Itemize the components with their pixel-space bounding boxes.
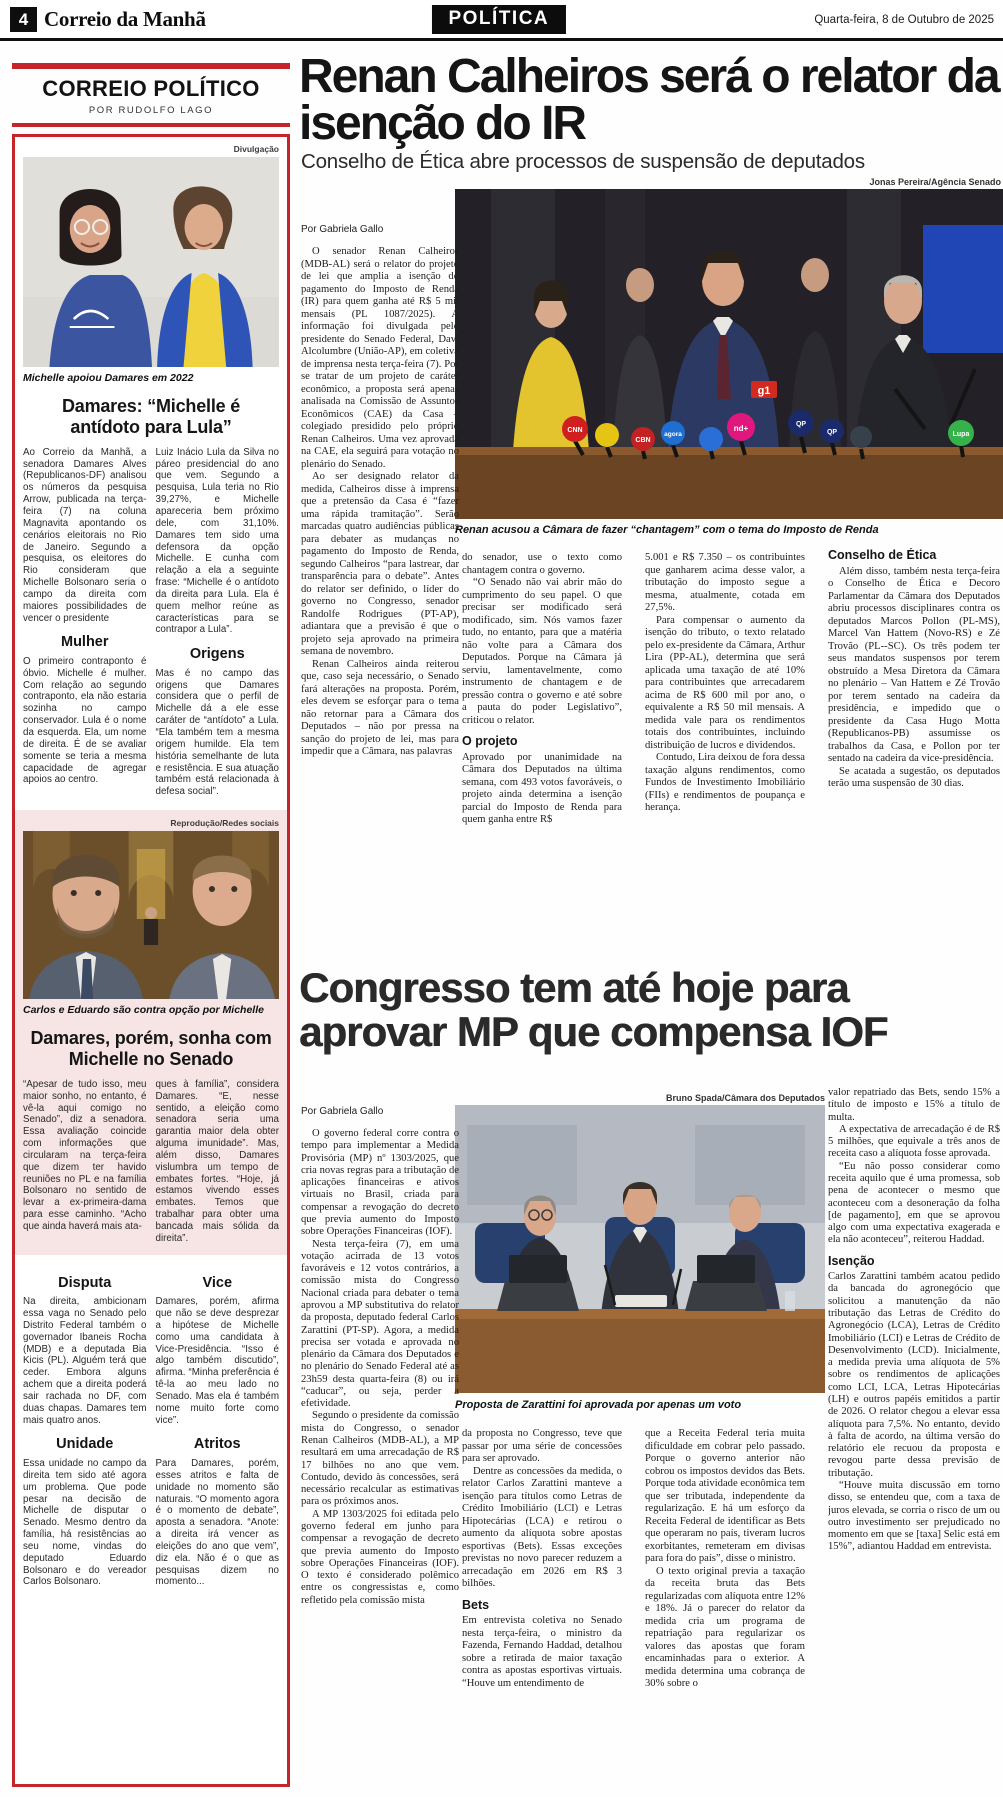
column-red-box (12, 134, 290, 1787)
paragraph: O senador Renan Calheiros (MDB-AL) será o relator do projeto de lei que amplia a isenção do pagamento do Imposto de Renda (IR) para quem ganha até R$ 5 mil mensais (PL 1087/2025). A informação foi divulgada pelo presidente do Senado Federal, Davi Alcolumbre (União-AP), em coletiva de imprensa nesta terça-feira (7). Por se tratar de um projeto de caráter econômico, a proposta será apenas analisada na Comissão de Assuntos Econômicos (CAE) da Casa – colegiado presidido pelo próprio Renan Calheiros. Uma vez aprovada na CAE, ela seguirá para votação no plenário do Senado. (301, 246, 459, 470)
mic-logo-cnn: CNN (567, 427, 583, 434)
article1-photo-credit: Jonas Pereira/Agência Senado (869, 177, 1001, 187)
mic-logo-lupa: Lupa (952, 431, 970, 438)
paragraph: valor repatriado das Bets, sendo 15% a título de imposto e 15% a título de multa. (828, 1087, 1000, 1123)
mic-logo-nd: nd+ (733, 424, 749, 433)
paragraph: Ao Correio da Manhã, a senadora Damares Alves (Republicanos-DF) analisou os números da pesquisa Arrow, publicada na terça-feira (7) na coluna Magnavita apontando os cenários eleitorais no Rio de Janeiro. Segundo a pesquisa, os eleitores do Rio consideram que Michelle Bolsonaro seria o campo da direita com maiores possibilidades de vencer o presidente (23, 446, 147, 624)
correio-politico-column (12, 63, 290, 1787)
paragraph: Dentre as concessões da medida, o relator Carlos Zarattini manteve a isenção para títulos como Letras de Crédito Imobiliário (LCI) e Letras Hipotecárias (LCA) e retirou o aumento da alíquota sobre apostas esportivas (Bets). Essas exceções previstas no novo parecer reduzem a arrecadação em 2026 em R$ 3 bilhões. (462, 1465, 622, 1589)
paragraph: Damares, porém, afirma que não se deve desprezar a hipótese de Michelle como uma candidata à Vice-Presidência. “Isso é algo também discutido”, afirma. “Minha preferência é tê-la ao meu lado no Senado. Mas ela é também nome muito forte como vice”. (155, 1296, 279, 1426)
paragraph: Em entrevista coletiva no Senado nesta terça-feira, o ministro da Fazenda, Fernando Haddad, detalhou sobre a retirada de maior taxação contra as apostas esportivas virtuais. “Houve um entendimento de (462, 1615, 622, 1689)
photo-zarattini-committee (455, 1105, 825, 1393)
story2-pink-panel (15, 810, 287, 1255)
paragraph: “Apesar de tudo isso, meu maior sonho, no entanto, é vê-la aqui comigo no Senado”, diz a senadora. Essa avaliação coincide com informações que circularam na terça-feira que dizem ter havido reuniões no PL e na família Bolsonaro no sentido de levar a ex-primeira-dama para esse caminho. “Acho que ainda haverá mais ata- (23, 1078, 147, 1232)
article1-col2 (462, 552, 622, 958)
bottom-col1 (23, 1265, 147, 1589)
article2-byline: Por Gabriela Gallo (301, 1106, 384, 1117)
paragraph: O texto original previa a taxação da receita bruta das Bets regularizadas com alíquota entre 12% e 18%. Já o parecer do relator da medida cria um programa de repatriação para regularizar os valores das apostas que foram encaminhadas para o exterior. A medida determina uma cobrança de 30% sobre o (645, 1565, 805, 1689)
paragraph: A expectativa de arrecadação é de R$ 5 milhões, que equivale a três anos de receita caso a alíquota fosse aprovada. (828, 1123, 1000, 1160)
article2-photo-credit: Bruno Spada/Câmara dos Deputados (665, 1093, 825, 1103)
story2-columns (23, 1079, 279, 1245)
paragraph: O governo federal corre contra o tempo para implementar a Medida Provisória (MP) nº 1303/2025, que cria novas regras para a tributação de aplicações financeiras e ativos virtuais no Brasil, criada para compensar a revogação do decreto que previa aumento do Imposto sobre Operações Financeiras (IOF). (301, 1128, 459, 1238)
bottom-col2 (156, 1265, 280, 1589)
article1-byline: Por Gabriela Gallo (301, 224, 384, 235)
article1-photo-caption: Renan acusou a Câmara de fazer “chantagem” com o tema do Imposto de Renda (455, 524, 879, 536)
section-title-disputa: Disputa (58, 1274, 112, 1291)
paragraph: Se acatada a sugestão, os deputados terão uma suspensão de 30 dias. (828, 765, 1000, 790)
paragraph: Ao ser designado relator da medida, Calheiros disse à imprensa que a pretensão da Casa é “fazer uma rápida tramitação”. Serão marcadas quatro audiências públicas para debater as mudanças no pagamento do Imposto de Renda, segundo Calheiros “para lastrear, dar transparência para o debate”. Antes do relator ser definido, o líder do governo no Congresso, senador Randolfe Rodrigues (PT-AP), adiantara que a previsão é que o projeto seja aprovado na primeira semana de novembro. (301, 471, 459, 657)
paragraph: Contudo, Lira deixou de fora dessa taxação alguns rendimentos, como Fundos de Investimento Imobiliário (FIIs) e rendimentos de poupança e herança. (645, 752, 805, 813)
story1-col1 (23, 447, 147, 798)
mic-logo-qp2: QP (826, 429, 838, 436)
subhead-conselho-etica: Conselho de Ética (828, 548, 937, 562)
subhead-bets: Bets (462, 1597, 490, 1612)
paragraph: “O Senado não vai abrir mão do cumprimento do seu papel. O que precisar ser modificado será modificado, sim. Nós vamos fazer tudo, no entanto, para que a matéria não volte para a Câmara dos Deputados. Porque na Câmara já serviu, lamentavelmente, como instrumento de chantagem e de pressão contra o governo e até sobre a pauta do poder Legislativo”, criticou o relator. (462, 577, 622, 726)
paragraph: ques à família”, considera Damares. “E, nesse sentido, a eleição como senadora seria uma garantia maior dela obter alguma imunidade”. Mas, além disso, Damares vislumbra um tempo de embates fortes. “Hoje, já estamos vivendo esses embates. Temos que trabalhar para obter uma bancada mais sólida da direita”. (155, 1078, 279, 1244)
paragraph: Mas é no campo das origens que Damares considera que o perfil de Michelle dá a ele esse caráter de “antídoto” a Lula. “Ela também tem a mesma origem humilde. Ela tem história semelhante de luta e resistência. E sua atuação também está relacionada à defesa social”. (155, 667, 279, 798)
page-header (0, 0, 1003, 41)
photo-caption: Michelle apoiou Damares em 2022 (23, 372, 194, 384)
mic-logo-g1: g1 (757, 385, 771, 397)
masthead-logo: Correio da Manhã (44, 7, 206, 31)
article2-photo-caption: Proposta de Zarattini foi aprovada por apenas um voto (455, 1399, 742, 1411)
article1-col1 (301, 246, 459, 958)
story2-bottom-sections (23, 1265, 279, 1589)
subhead-o-projeto: O projeto (462, 734, 518, 748)
article1-subhead: Conselho de Ética abre processos de suspensão de deputados (301, 150, 865, 173)
section-title-vice: Vice (202, 1274, 233, 1291)
paragraph: Renan Calheiros ainda reiterou que, caso seja necessário, o Senado fará alterações na proposta. Porém, eles devem se esforçar para o tema não retornar para a Câmara dos Deputados – não por pressa na sanção do projeto de lei, mas para impedir que a Câmara, nas palavras (301, 658, 459, 757)
section-title-unidade: Unidade (56, 1436, 114, 1453)
paragraph: Para Damares, porém, esses atritos e falta de unidade no momento são naturais. “O momento agora é o momento de debate”, aposta a senadora. “Anote: a direita irá vencer as eleições do ano que vem”, diz ela. Não é o que as pesquisas dizem no momento... (155, 1457, 279, 1588)
story2-col1 (23, 1079, 147, 1245)
edition-date: Quarta-feira, 8 de Outubro de 2025 (814, 14, 994, 26)
photo-carlos-eduardo (23, 831, 279, 999)
section-label: POLÍTICA (431, 5, 566, 34)
article2-headline: Congresso tem até hoje para aprovar MP que compensa IOF (299, 964, 888, 1055)
paragraph: Segundo o presidente da comissão mista do Congresso, o senador Renan Calheiros (MDB-AL), a MP resultará em uma arrecadação de R$ 17 bilhões no ano que vem. Contudo, devido às concessões, será necessário recalcular as estimativas para os próximos anos. (301, 1410, 459, 1508)
photo-caption: Carlos e Eduardo são contra opção por Michelle (23, 1004, 264, 1017)
subhead-isencao: Isenção (828, 1253, 875, 1268)
story2-col2 (156, 1079, 280, 1245)
story1-columns (23, 447, 279, 798)
mic-logo-cbn: CBN (635, 437, 651, 444)
section-title-mulher: Mulher (60, 634, 109, 651)
article1-col3 (645, 552, 805, 958)
article2-col4 (828, 1087, 1000, 1790)
paragraph: Aprovado por unanimidade na Câmara dos Deputados na última semana, com 493 votos favoráveis, o projeto ainda determina a isenção parcial do Imposto de Renda para quem ganha entre R$ (462, 751, 622, 826)
column-author: POR RUDOLFO LAGO (88, 105, 214, 116)
article2-col2 (462, 1428, 622, 1790)
red-rule-top (12, 63, 290, 69)
section-title-origens: Origens (189, 646, 245, 663)
article1-headline: Renan Calheiros será o relator da isenção do IR (299, 50, 999, 150)
paragraph: Carlos Zarattini também acatou pedido da bancada do agronegócio que solicitou a manutenção da não tributação das Letras de Crédito do Agronegócio (LCA), Letras de Crédito Imobiliário (LCI) e Letras de Crédito de Desenvolvimento (LCD). Inicialmente, a medida previa uma alíquota de 5% sobre os rendimentos de aplicações como LCI, LCA, Letras Hipotecárias (LH) e outros papéis emitidos a partir de 2026. O relator chegou a elevar essa alíquota para 7,5%. No entanto, devido à falta de acordo, na última versão do relatório ele recuou da proposta e revogou parte dessa previsão de tributação. (828, 1271, 1000, 1479)
paragraph: 5.001 e R$ 7.350 – os contribuintes que ganharem acima desse valor, a tributação do imposto segue a mesma, atualmente, cotada em 27,5%. (645, 552, 805, 613)
story2-headline: Damares, porém, sonha com Michelle no Senado (30, 1028, 272, 1069)
paragraph: “Eu não posso considerar como receita aquilo que é uma promessa, sob pena de acontecer o mesmo que aconteceu com a desoneração da folha [de pagamento], em que se aprovou algo com uma expectativa exagerada e ela não aconteceu”, reiterou Haddad. (828, 1160, 1000, 1246)
paragraph: “Houve muita discussão em torno disso, se entendeu que, com a taxa de juros elevada, se corria o risco de um ou outro investimento ser prejudicado no momento em que se [taxa] Selic está em 15%”, adiantou Haddad em entrevista. (828, 1479, 1000, 1553)
column-kicker: CORREIO POLÍTICO (42, 76, 260, 101)
paragraph: Além disso, também nesta terça-feira o Conselho de Ética e Decoro Parlamentar da Câmara dos Deputados abriu processos disciplinares contra os deputados Marcos Pollon (PL-MS), Marcel Van Hattem (Novo-RS) e Zé Trovão (PL--SC). Os três podem ter seus mandatos suspensos por terem obstruído a Mesa Diretora da Câmara no plenário – Van Hattem e Zé Trovão por terem sentado na cadeira da presidência, e impedido que o presidente da Casa Hugo Motta (Republicanos-PB) assumisse os trabalhos da Casa, e Pollon por ter sentado na cadeira da vice-presidência. (828, 565, 1000, 765)
photo-michelle-damares (23, 157, 279, 367)
photo-credit: Reprodução/Redes sociais (170, 818, 279, 829)
photo-renan-press-conference (455, 189, 1003, 519)
article1-col4 (828, 548, 1000, 962)
paragraph: Luiz Inácio Lula da Silva no páreo presidencial do ano que vem. Segundo a pesquisa, Lula teria no Rio 39,27%, e Michelle apareceria bem próximo dele, com 31,10%. Damares tem sido uma defensora da opção Michelle. E cunha com relação a ela a seguinte frase: “Michelle é o antídoto da direita para Lula. Ela é quem melhor reúne as características para se contrapor a Lula”. (155, 446, 279, 636)
paragraph: que a Receita Federal teria muita dificuldade em cobrar pelo passado. Porque o governo anterior não cobrou os impostos devidos das Bets. Porque toda atividade econômica tem que ser tributada, independente da regularização. E há um esforço da Receita Federal de identificar as Bets que operaram no país, tiveram lucros exorbitantes, remeteram em divisas para fora do país”, disse o ministro. (645, 1428, 805, 1564)
story1-headline: Damares: “Michelle é antídoto para Lula” (61, 396, 241, 437)
paragraph: Para compensar o aumento da isenção do tributo, o texto relatado pelo ex-presidente da Câmara, Arthur Lira (PP-AL), determina que será aplicada uma taxação de até 10% para contribuintes que arrecadarem acima de R$ 600 mil por ano, o equivalente a R$ 50 mil mensais. A medida vale para os rendimentos totais dos contribuintes, incluindo distribuição de lucros e dividendos. (645, 614, 805, 751)
paragraph: Essa unidade no campo da direita tem sido até agora um problema. Que pode pesar na decisão de Michelle de disputar o Senado. Mesmo dentro da família, há resistências ao seu nome, vindas do deputado Eduardo Bolsonaro e do vereador Carlos Bolsonaro. (23, 1457, 147, 1588)
paragraph: Na direita, ambicionam essa vaga no Senado pelo Distrito Federal também o governador Ibaneis Rocha (MDB) e a deputada Bia Kicis (PL). Alguém terá que ceder. Embora alguns achem que a direita poderá sair rachada no DF, com duas chapas. Damares tem mais quatro anos. (23, 1296, 147, 1426)
page-number: 4 (10, 7, 37, 32)
article2-col3 (645, 1428, 805, 1790)
mic-logo-qp1: QP (795, 421, 807, 428)
paragraph: do senador, use o texto como chantagem contra o governo. (462, 552, 622, 576)
section-title-atritos: Atritos (193, 1436, 241, 1453)
paragraph: da proposta no Congresso, teve que passar por uma série de concessões para ser aprovado. (462, 1428, 622, 1464)
mic-logo-agora: agora (664, 431, 682, 438)
paragraph: O primeiro contraponto é óbvio. Michelle é mulher. Com relação ao segundo contraponto, ela não estaria sozinha no campo conservador. Lula é o nome da esquerda. Ela, um nome de direita. É de se avaliar somente se teria a mesma capacidade de agregar apoios ao centro. (23, 655, 147, 786)
red-rule-mid (12, 123, 290, 127)
paragraph: A MP 1303/2025 foi editada pelo governo federal em junho para compensar a revogação de decreto que previa aumento do Imposto sobre Operações Financeiras (IOF). O texto é considerado polêmico entre os congressistas e, como refletido pela comissão mista (301, 1508, 459, 1606)
story1-col2 (156, 447, 280, 798)
paragraph: Nesta terça-feira (7), em uma votação acirrada de 13 votos favoráveis e 12 votos contrários, a comissão mista do Congresso Nacional criada para debater o tema aprovou a MP substitutiva do relator da proposta, deputado federal Carlos Zarattini (PT-SP). Agora, a medida precisa ser votada e aprovada no plenário da Câmara dos Deputados e no plenário do Senado Federal até as 23h59 desta quarta-feira (8) ou irá “caducar”, ou seja, perder a efetividade. (301, 1238, 459, 1410)
photo-credit: Divulgação (233, 144, 279, 154)
article2-col1 (301, 1128, 459, 1790)
